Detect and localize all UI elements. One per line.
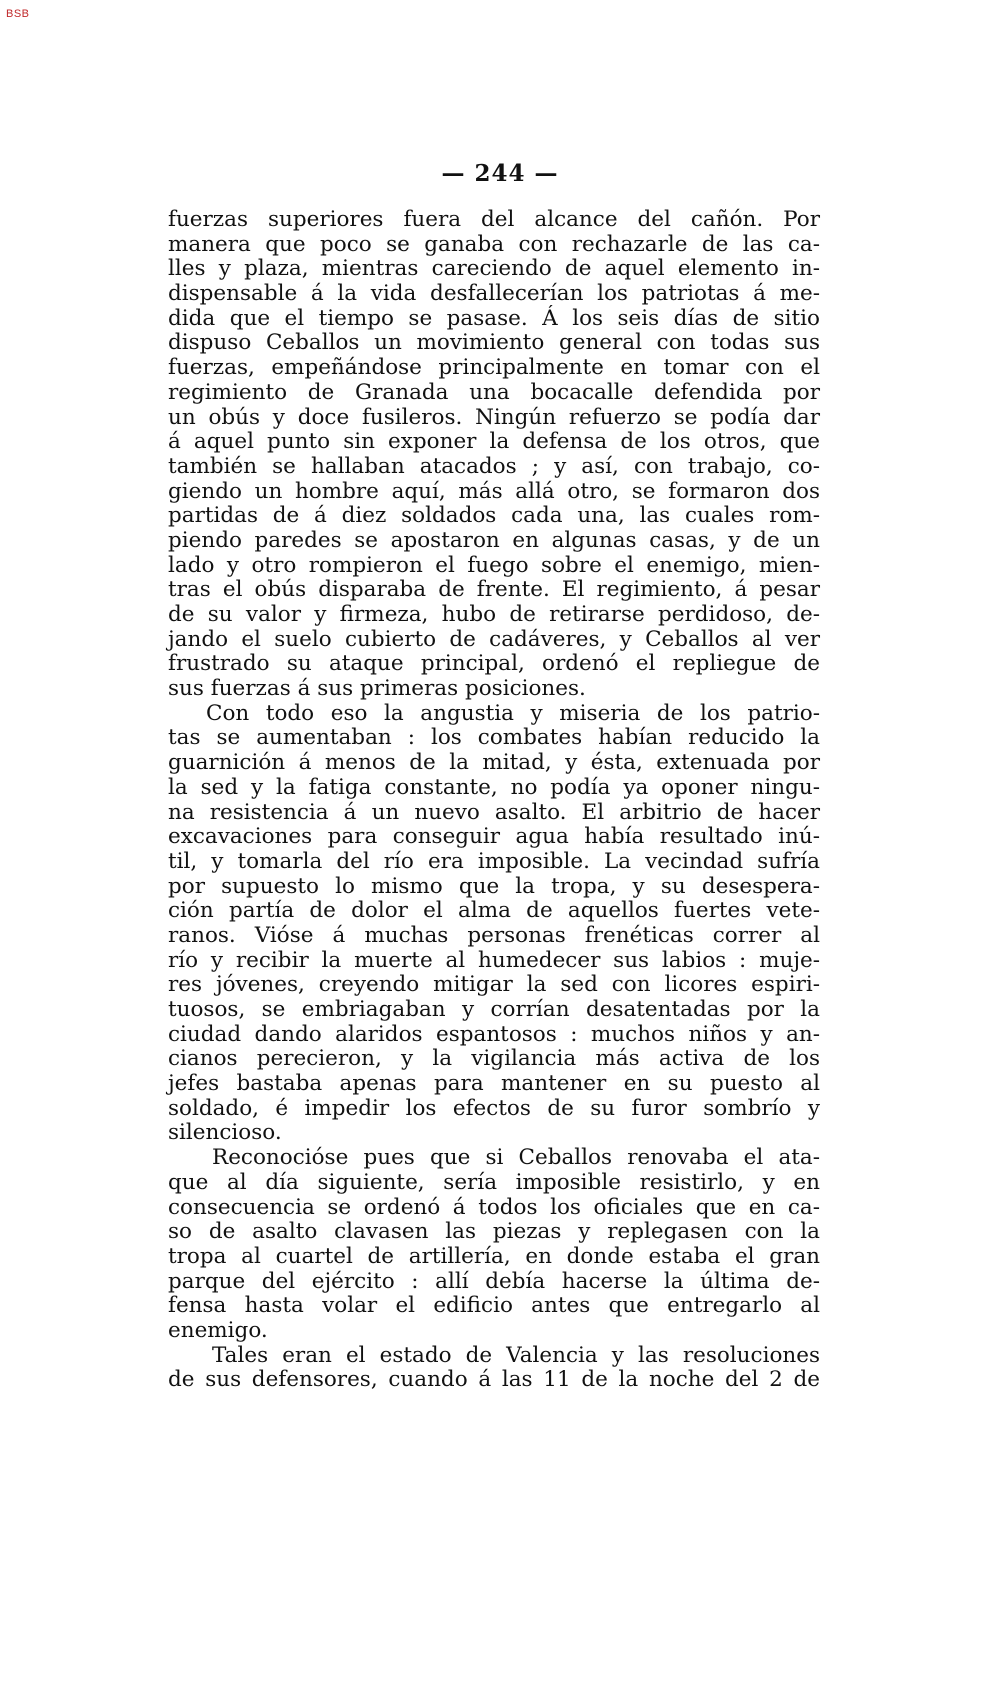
text-line: excavaciones para conseguir agua había resultado inú- — [168, 824, 820, 850]
text-line: fuerzas superiores fuera del alcance del cañón. Por — [168, 207, 820, 232]
text-line: que al día siguiente, sería imposible resistirlo, y en — [168, 1169, 820, 1195]
text-line: lles y plaza, mientras careciendo de aquel elemento in- — [168, 256, 820, 282]
text-line: tas se aumentaban : los combates habían reducido la — [168, 725, 820, 751]
text-line: guarnición á menos de la mitad, y ésta, extenuada por — [168, 750, 820, 776]
text-line: consecuencia se ordenó á todos los oficiales que en ca- — [168, 1194, 820, 1220]
paragraph-end-line: enemigo. — [168, 1317, 268, 1343]
text-line: ción partía de dolor el alma de aquellos fuertes vete- — [168, 898, 820, 924]
text-line: cianos perecieron, y la vigilancia más activa de los — [168, 1046, 820, 1072]
text-line: frustrado su ataque principal, ordenó el repliegue de — [168, 651, 820, 677]
text-line: jefes bastaba apenas para mantener en su puesto al — [168, 1071, 820, 1097]
text-line: partidas de á diez soldados cada una, las cuales rom- — [168, 503, 820, 529]
text-line: un obús y doce fusileros. Ningún refuerzo se podía dar — [168, 404, 820, 430]
text-line: parque del ejército : allí debía hacerse la última de- — [168, 1268, 820, 1294]
text-line: ciudad dando alaridos espantosos : muchos niños y an- — [168, 1021, 820, 1047]
paragraph-start-line: Reconocióse pues que si Ceballos renovaba el ata- — [212, 1145, 820, 1171]
text-line: dida que el tiempo se pasase. Á los seis días de sitio — [168, 305, 820, 331]
page-number: — 244 — — [441, 160, 559, 187]
text-line: de sus defensores, cuando á las 11 de la noche del 2 de — [168, 1367, 820, 1393]
text-line: manera que poco se ganaba con rechazarle de las ca- — [168, 231, 820, 257]
text-line: res jóvenes, creyendo mitigar la sed con licores espiri- — [168, 972, 820, 998]
text-line: til, y tomarla del río era imposible. La vecindad sufría — [168, 848, 820, 874]
text-line: ranos. Vióse á muchas personas frenéticas correr al — [168, 922, 820, 948]
paragraph-end-line: sus fuerzas á sus primeras posiciones. — [168, 676, 586, 702]
text-line: dispuso Ceballos un movimiento general con todas sus — [168, 330, 820, 356]
text-line: tuosos, se embriagaban y corrían desatentadas por la — [168, 997, 820, 1022]
text-line: jando el suelo cubierto de cadáveres, y Ceballos al ver — [168, 626, 820, 652]
paragraph-start-line: Con todo eso la angustia y miseria de los patrio- — [206, 700, 820, 726]
library-stamp: BSB — [6, 8, 30, 20]
text-line: por supuesto lo mismo que la tropa, y su desespera- — [168, 873, 820, 899]
text-line: so de asalto clavasen las piezas y replegasen con la — [168, 1219, 820, 1245]
paragraph-start-line: Tales eran el estado de Valencia y las resoluciones — [212, 1342, 820, 1368]
text-line: tras el obús disparaba de frente. El regimiento, á pesar — [168, 577, 820, 603]
text-line: lado y otro rompieron el fuego sobre el enemigo, mien- — [168, 552, 820, 578]
text-line: fuerzas, empeñándose principalmente en tomar con el — [168, 355, 820, 381]
text-line: tropa al cuartel de artillería, en donde estaba el gran — [168, 1243, 820, 1269]
text-line: giendo un hombre aquí, más allá otro, se formaron dos — [168, 478, 820, 504]
text-line: también se hallaban atacados ; y así, con trabajo, co- — [168, 453, 820, 479]
body-text — [168, 208, 820, 1393]
paragraph-end-line: silencioso. — [168, 1120, 282, 1146]
text-line: soldado, é impedir los efectos de su furor sombrío y — [168, 1095, 820, 1121]
text-line: de su valor y firmeza, hubo de retirarse perdidoso, de- — [168, 602, 820, 627]
text-line: fensa hasta volar el edificio antes que entregarlo al — [168, 1293, 820, 1319]
text-line: á aquel punto sin exponer la defensa de los otros, que — [168, 429, 820, 455]
text-line: río y recibir la muerte al humedecer sus labios : muje- — [168, 947, 820, 973]
text-line: dispensable á la vida desfallecerían los patriotas á me- — [168, 281, 820, 307]
text-line: la sed y la fatiga constante, no podía ya oponer ningu- — [168, 774, 820, 800]
text-line: regimiento de Granada una bocacalle defendida por — [168, 379, 820, 405]
text-line: na resistencia á un nuevo asalto. El arbitrio de hacer — [168, 799, 820, 825]
text-line: piendo paredes se apostaron en algunas casas, y de un — [168, 527, 820, 553]
